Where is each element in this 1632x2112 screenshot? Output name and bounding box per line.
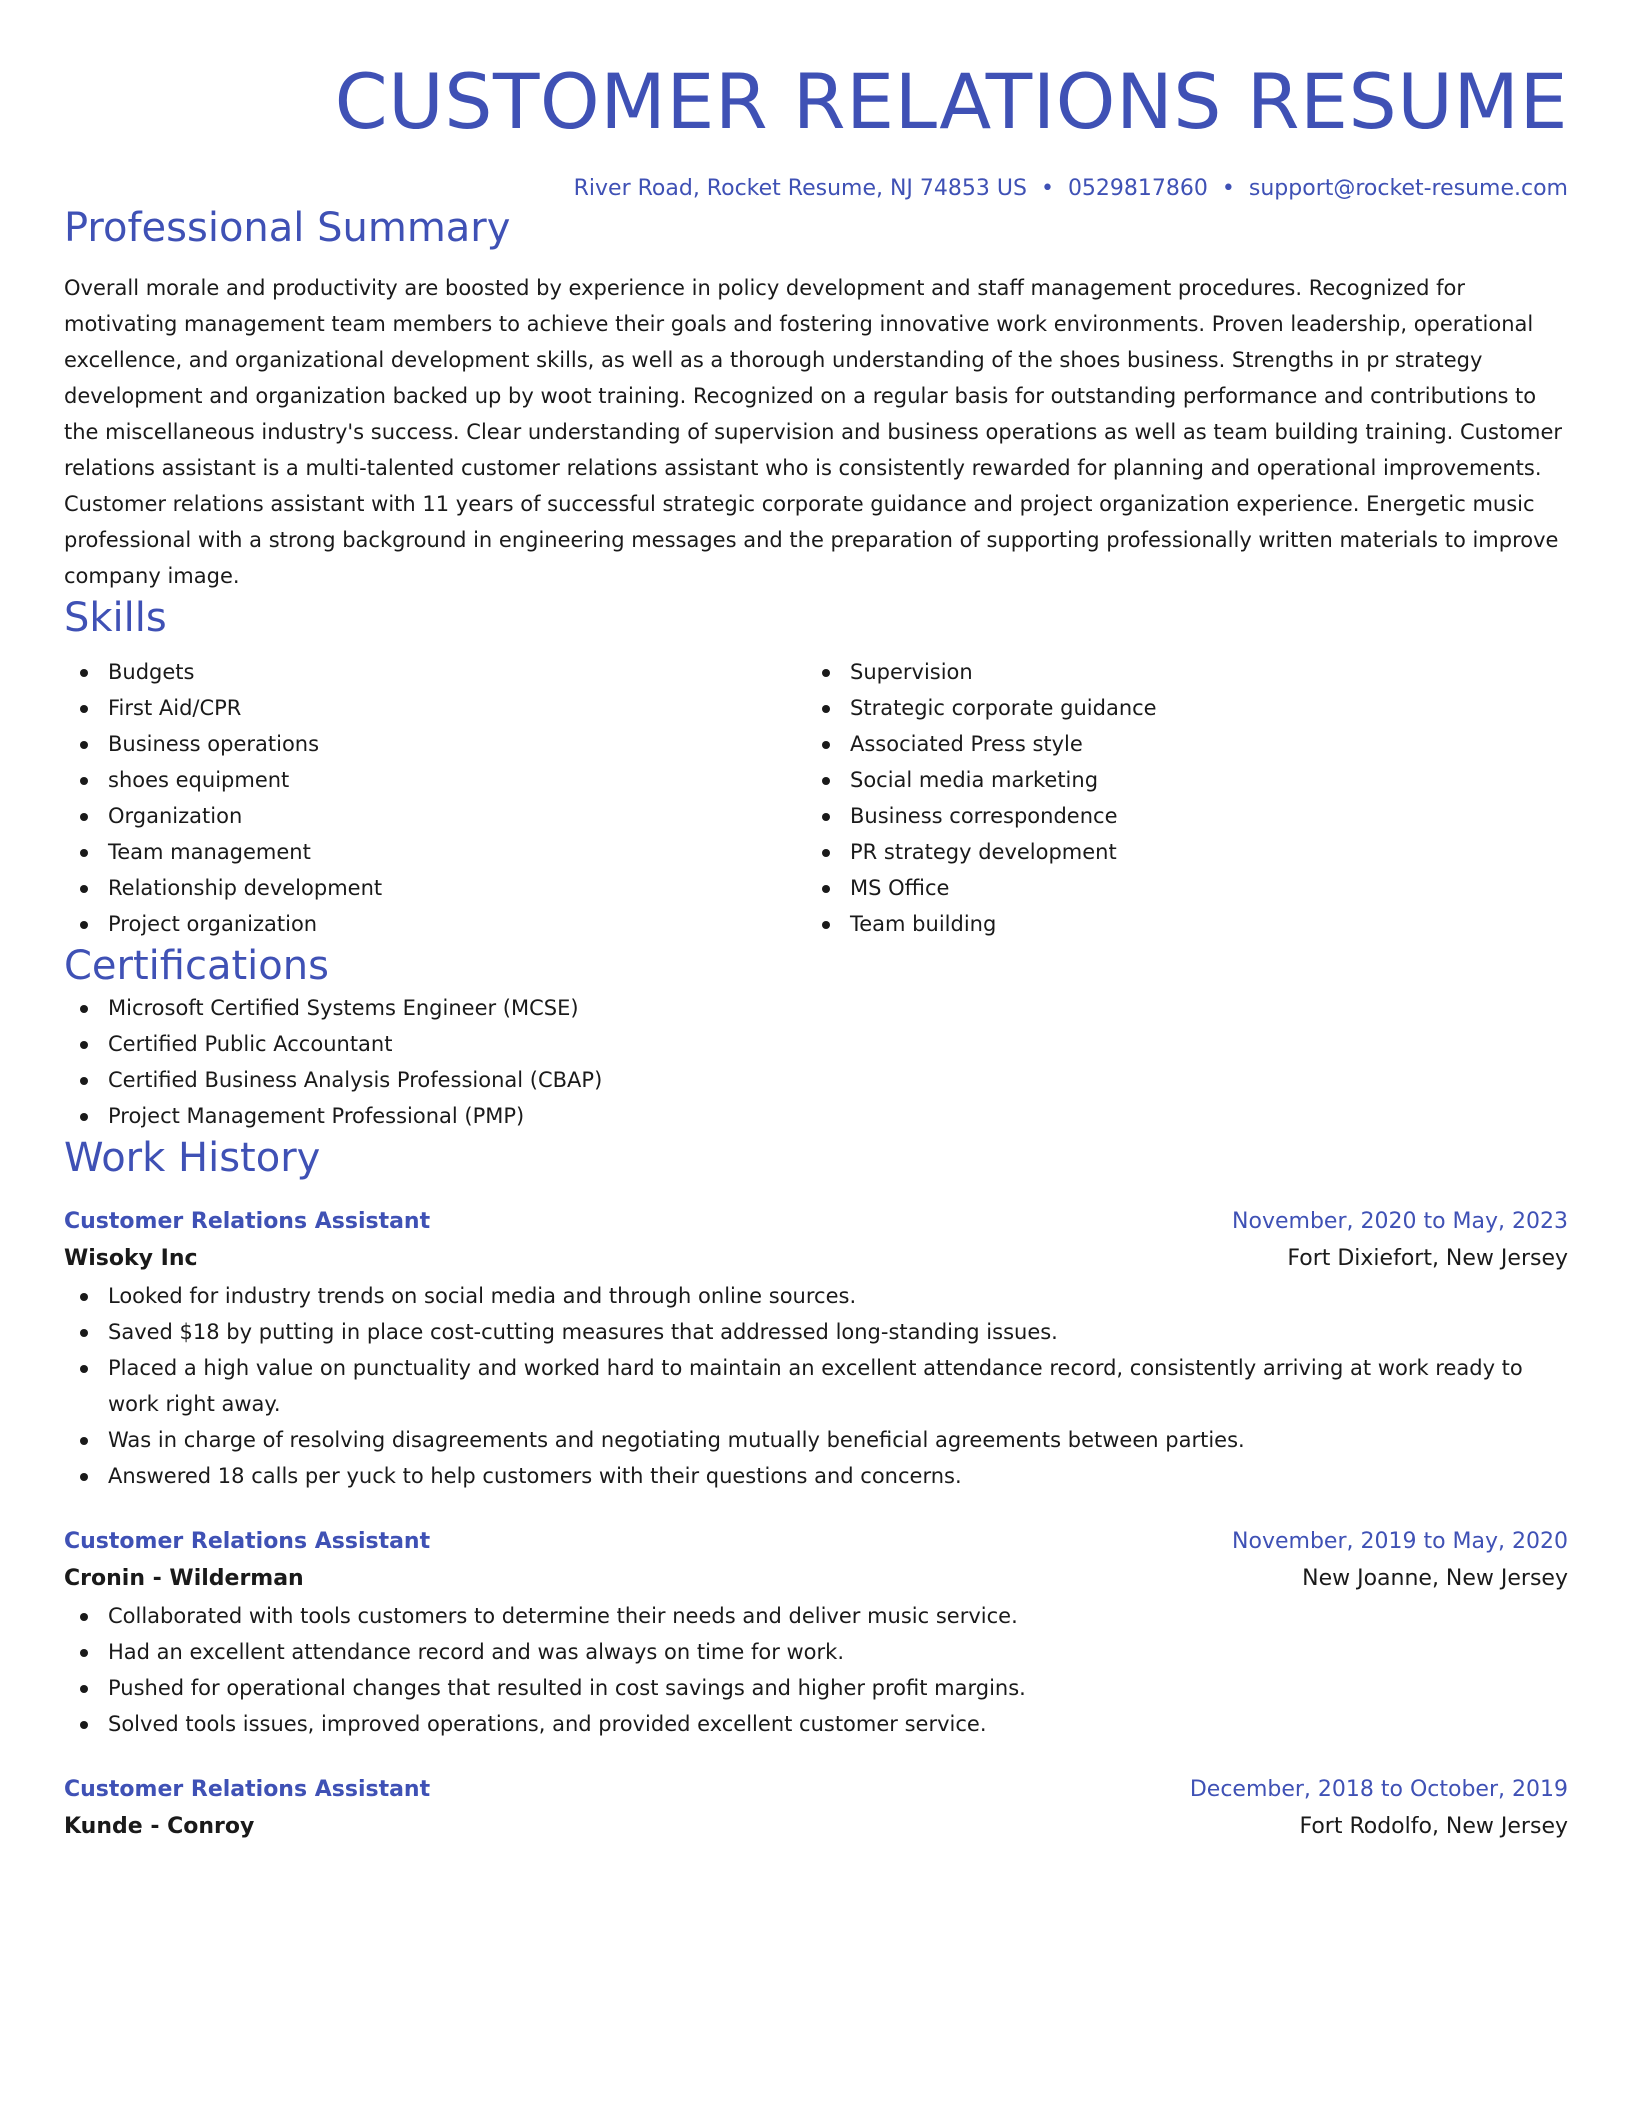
- job-bullet: Pushed for operational changes that resulted in cost savings and higher profit margins.: [64, 1670, 1568, 1706]
- job-entry: [64, 1204, 1568, 1494]
- job-bullet: Collaborated with tools customers to determine their needs and deliver music service.: [64, 1598, 1568, 1634]
- skill-item: MS Office: [806, 870, 1548, 906]
- skill-item: Associated Press style: [806, 726, 1548, 762]
- skill-item: First Aid/CPR: [64, 690, 806, 726]
- job-bullet: Saved $18 by putting in place cost-cutting measures that addressed long-standing issues.: [64, 1314, 1568, 1350]
- certification-item: Certified Public Accountant: [64, 1026, 1568, 1062]
- skills-grid: [64, 654, 1568, 942]
- job-entry: [64, 1772, 1568, 1846]
- skill-item: Supervision: [806, 654, 1548, 690]
- contact-address: River Road, Rocket Resume, NJ 74853 US: [573, 176, 1027, 201]
- summary-heading: Professional Summary: [64, 205, 511, 251]
- job-header-row: [64, 1772, 1568, 1808]
- contact-phone: 0529817860: [1067, 176, 1208, 201]
- certification-item: Project Management Professional (PMP): [64, 1098, 1568, 1134]
- job-header-row: [64, 1524, 1568, 1560]
- certification-item: Microsoft Certified Systems Engineer (MCSE): [64, 990, 1568, 1026]
- skills-heading: Skills: [64, 595, 167, 641]
- certifications-heading: Certifications: [64, 943, 329, 989]
- skill-item: Team building: [806, 906, 1548, 942]
- job-entry: [64, 1524, 1568, 1742]
- job-dates: November, 2019 to May, 2020: [1232, 1529, 1568, 1554]
- summary-text: Overall morale and productivity are boosted by experience in policy development and staff management procedures. Recognized for motivating management team members to achieve their goals and fostering innovative work environments. Proven leadership, operational excellence, and organizational development skills, as well as a thorough understanding of the shoes business. Strengths in pr strategy development and organization backed up by woot training. Recognized on a regular basis for outstanding performance and contributions to the miscellaneous industry's success. Clear understanding of supervision and business operations as well as team building training. Customer relations assistant is a multi-talented customer relations assistant who is consistently rewarded for planning and operational improvements. Customer relations assistant with 11 years of successful strategic corporate guidance and project organization experience. Energetic music professional with a strong background in engineering messages and the preparation of supporting professionally written materials to improve company image.: [64, 276, 1563, 588]
- job-company-row: [64, 1240, 1568, 1278]
- job-company: Kunde - Conroy: [64, 1814, 255, 1839]
- job-bullet: Answered 18 calls per yuck to help customers with their questions and concerns.: [64, 1458, 1568, 1494]
- job-company-row: [64, 1560, 1568, 1598]
- work-history-heading: Work History: [64, 1135, 321, 1181]
- resume-title: CUSTOMER RELATIONS RESUME: [334, 57, 1568, 146]
- job-bullet: Solved tools issues, improved operations, and provided excellent customer service.: [64, 1706, 1568, 1742]
- certification-item: Certified Business Analysis Professional (CBAP): [64, 1062, 1568, 1098]
- job-bullets: [64, 1278, 1568, 1494]
- skill-item: shoes equipment: [64, 762, 806, 798]
- job-title: Customer Relations Assistant: [64, 1209, 431, 1234]
- job-dates: December, 2018 to October, 2019: [1189, 1777, 1568, 1802]
- job-header-row: [64, 1204, 1568, 1240]
- skill-item: Organization: [64, 798, 806, 834]
- skill-item: Business correspondence: [806, 798, 1548, 834]
- certifications-list: [64, 990, 1568, 1134]
- skill-item: Social media marketing: [806, 762, 1548, 798]
- skill-item: Project organization: [64, 906, 806, 942]
- contact-line: [64, 174, 1568, 204]
- job-company: Cronin - Wilderman: [64, 1566, 304, 1591]
- contact-separator: •: [1221, 176, 1235, 201]
- contact-email: support@rocket-resume.com: [1248, 176, 1568, 201]
- skills-list-left: [64, 654, 806, 942]
- job-title: Customer Relations Assistant: [64, 1529, 431, 1554]
- skills-list-right: [806, 654, 1548, 942]
- contact-separator: •: [1040, 176, 1054, 201]
- resume-page: [64, 0, 1568, 2112]
- job-dates: November, 2020 to May, 2023: [1232, 1209, 1568, 1234]
- skills-column-left: [64, 654, 806, 942]
- job-company: Wisoky Inc: [64, 1246, 198, 1271]
- skill-item: PR strategy development: [806, 834, 1548, 870]
- job-title: Customer Relations Assistant: [64, 1777, 431, 1802]
- job-bullets: [64, 1598, 1568, 1742]
- skill-item: Strategic corporate guidance: [806, 690, 1548, 726]
- job-location: New Joanne, New Jersey: [1302, 1566, 1568, 1591]
- skills-column-right: [806, 654, 1548, 942]
- job-bullet: Was in charge of resolving disagreements and negotiating mutually beneficial agreements between parties.: [64, 1422, 1568, 1458]
- job-location: Fort Dixiefort, New Jersey: [1287, 1246, 1568, 1271]
- job-bullet: Placed a high value on punctuality and worked hard to maintain an excellent attendance record, consistently arriving at work ready to work right away.: [64, 1350, 1568, 1422]
- skill-item: Budgets: [64, 654, 806, 690]
- job-bullet: Had an excellent attendance record and was always on time for work.: [64, 1634, 1568, 1670]
- skill-item: Relationship development: [64, 870, 806, 906]
- job-company-row: [64, 1808, 1568, 1846]
- job-location: Fort Rodolfo, New Jersey: [1299, 1814, 1568, 1839]
- skill-item: Team management: [64, 834, 806, 870]
- skill-item: Business operations: [64, 726, 806, 762]
- job-bullet: Looked for industry trends on social media and through online sources.: [64, 1278, 1568, 1314]
